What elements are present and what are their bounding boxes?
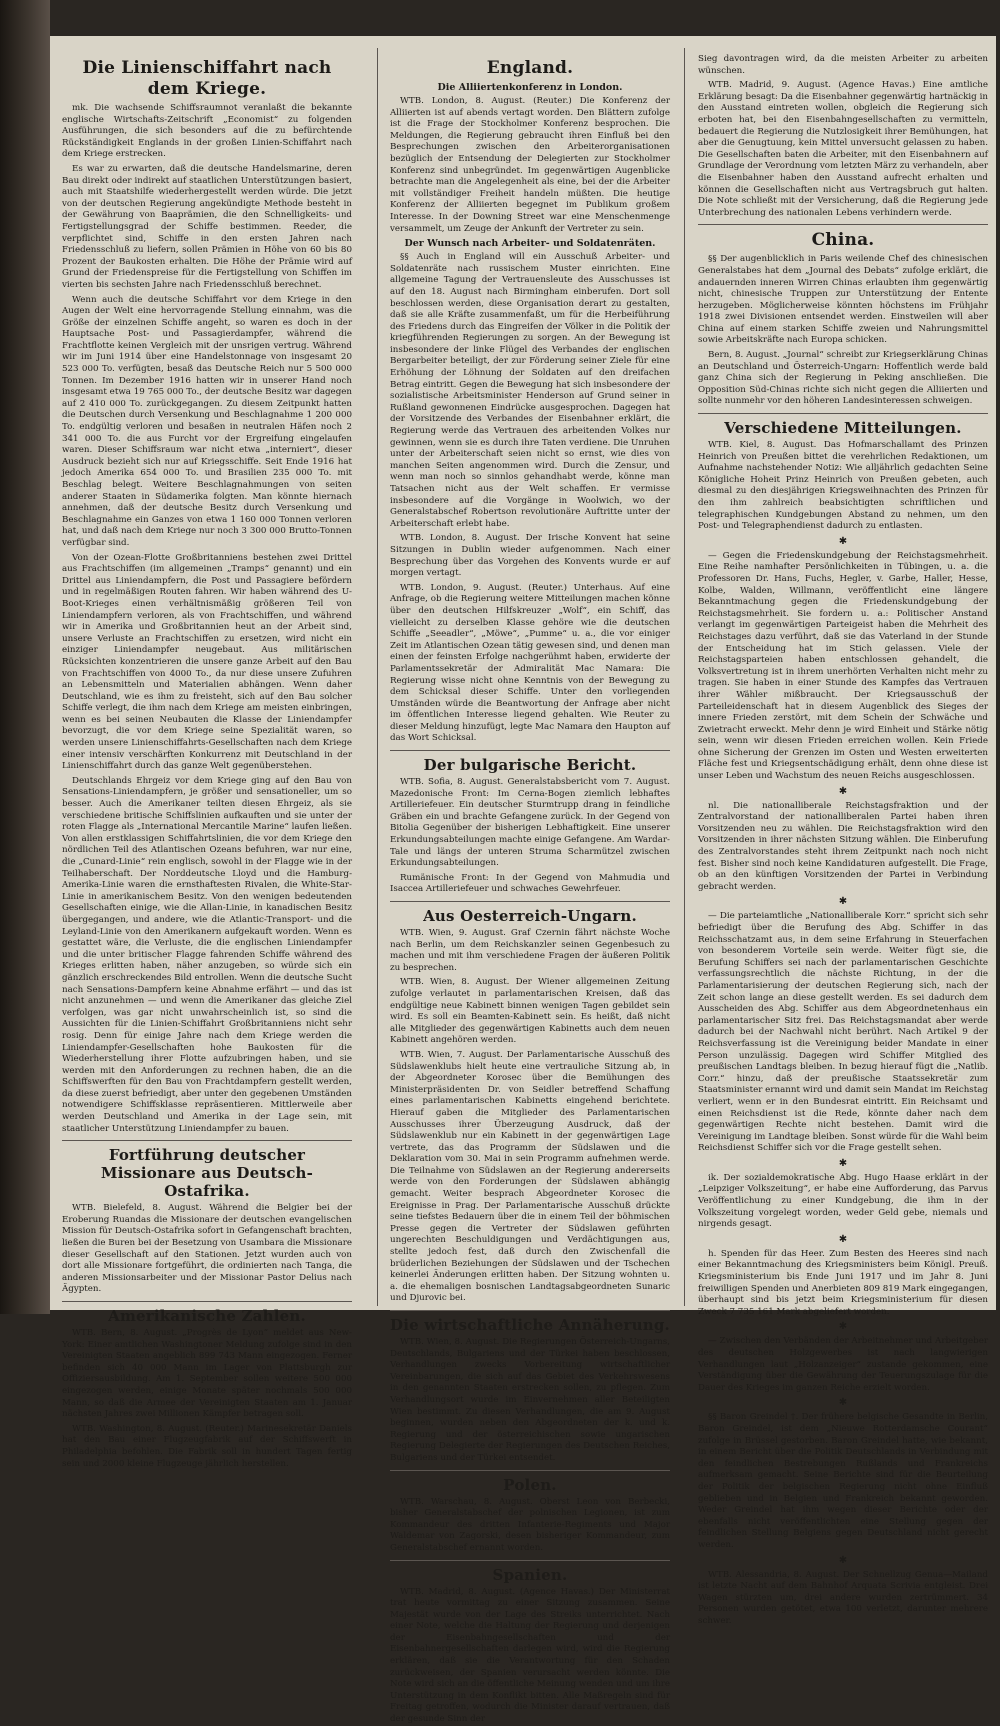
- asterisk-separator: ✱: [838, 1233, 848, 1245]
- article-headline: Verschiedene Mitteilungen.: [724, 419, 962, 438]
- article-paragraph: — Die parteiamtliche „Nationalliberale Korr.“ spricht sich sehr befriedigt über die Berufung des Abg. Schiffer in das Reichsschatzamt aus, in dem seine Erfahrung in Steuerfachen von besonderem Vorteile sein werde. Weiter fügt sie, die Berufung Schiffers sei nach der parlamentarischen Geschichte verfassungsrechtlich die nächste Richtung, in der die Parlamentarisierung der deutschen Regierung sich, nach der Zeit schon lange an diese gestellt werden. Es sei dadurch dem Ausscheiden des Abg. Schiffer aus dem Abgeordnetenhaus ein parlamentarischer Sitz frei. Das Reichstagsmandat aber werde dadurch bei der Nachwahl nicht berührt. Nach Artikel 9 der Reichsverfassung ist die Vereinigung beider Mandate in einer Person unzulässig. Dagegen wird Schiffer Mitglied des preußischen Landtags bleiben. In bezug hierauf fügt die „Natlib. Corr.“ hinzu, daß der preußische Staatssekretär zum Staatsminister ernannt wird und damit sein Mandat im Reichstag verliert, wenn er in den Bundesrat eintritt. Ein Reichsamt und einen Reichsdienst ist die Rede, könnte daher nach dem gegenwärtigen Rechte nicht bestehen. Damit wird die Vereinigung im Landtage bleiben. Sonst würde für die Wahl beim Reichsdienst Schiffer sich vor die Frage gestellt sehen.: [698, 911, 988, 1154]
- article-headline: Polen.: [503, 1475, 557, 1494]
- column-2: [390, 54, 670, 1725]
- article-paragraph: WTB. Madrid, 9. August. (Agence Havas.) Eine amtliche Erklärung besagt: Da die Eisenbahner gegenwärtig hartnäckig in den Ausstand eintreten wollen, obgleich die Regierung sich erboten hat, bei den Eisenbahngesellschaften zu vermitteln, bedauert die Regierung die Nutzlosigkeit ihrer Bemühungen, hat aber die Genugtuung, kein Mittel unversucht gelassen zu haben. Die Gesellschaften baten die Arbeiter, mit den Eisenbahnern auf Grundlage der Verordnung vom letzten März zu verhandeln, aber die Eisenbahner haben den Ausstand aufrecht erhalten und können die Gesellschaften nicht aus Vertragsbruch gut halten. Die Note schließt mit der Versicherung, daß die Regierung jede Unterbrechung des nationalen Lebens verhindern werde.: [698, 80, 988, 218]
- divider: [390, 1310, 670, 1311]
- article-paragraph: Sieg davontragen wird, da die meisten Arbeiter zu arbeiten wünschen.: [698, 54, 988, 76]
- article-paragraph: WTB. Wien, 7. August. Der Parlamentarische Ausschuß des Südslawenklubs hielt heute eine vertrauliche Sitzung ab, in der Abgeordneter Korosec über die Bemühungen des Ministerpräsidenten Dr. von Seidler betreffend Schaffung eines parlamentarischen Kabinetts eingehend berichtete. Hierauf gaben die Mitglieder des Parlamentarischen Ausschusses ihrer Überzeugung Ausdruck, daß der Südslawenklub nur ein Kabinett in der gegenwärtigen Lage vertrete, das das Programm der Südslawen und die Deklaration vom 30. Mai in sein Programm aufnehmen werde. Die Teilnahme von Südslawen an der Regierung andererseits werde von den Forderungen der Südslawen abhängig gemacht. Weiter besprach Abgeordneter Korosec die Ereignisse in Prag. Der Parlamentarische Ausschuß drückte seine tiefstes Bedauern über die in einem Teil der böhmischen Presse gegen die Vertreter der Südslawen geführten ungerechten Beschuldigungen und Verdächtigungen aus, stellte jedoch fest, daß durch den Zwischenfall die brüderlichen Beziehungen der Südslawen und der Tschechen keinerlei Änderungen erlitten haben. Der Sitzung wohnten u. a. die ehemaligen bosnischen Landtagsabgeordneten Sunaric und Djurovic bei.: [390, 1049, 670, 1304]
- column-3: [698, 54, 988, 1626]
- article-headline: China.: [811, 230, 875, 251]
- article-paragraph: WTB. Sofia, 8. August. Generalstabsbericht vom 7. August. Mazedonische Front: Im Cerna-Bogen ziemlich lebhaftes Artilleriefeuer. Ein deutscher Sturmtrupp drang in feindliche Gräben ein und brachte Gefangene zurück. In der Gegend von Bitolia Gegenüber der bisherigen Lebhaftigkeit. Eine unserer Erkundungsabteilungen machte einige Gefangene. Am Wardar-Tale und längs der unteren Struma Scharmützel zwischen Erkundungsabteilungen.: [390, 777, 670, 869]
- article-paragraph: §§ Der augenblicklich in Paris weilende Chef des chinesischen Generalstabes hat dem „Journal des Debats“ zufolge erklärt, die andauernden inneren Wirren Chinas erlaubten ihm gegenwärtig nicht, chinesische Truppen zur Unterstützung der Entente herzugeben. Möglicherweise könnten höchstens im Frühjahr 1918 zwei Divisionen entsendet werden. Einstweilen will aber China auf einem starken Schiffe zweien und Nahrungsmittel sowie Arbeitskräfte nach Europa schicken.: [698, 254, 988, 346]
- article-paragraph: ik. Der sozialdemokratische Abg. Hugo Haase erklärt in der „Leipziger Volkszeitung“, er habe eine Aufforderung, das Parvus Veröffentlichung zu einer Kundgebung, die ihm in der Volkszeitung vorgelegt worden, weder Geld gebe, niemals und nirgends gesagt.: [698, 1172, 988, 1230]
- divider: [390, 1560, 670, 1561]
- divider: [390, 750, 670, 751]
- article-headline: Aus Oesterreich-Ungarn.: [423, 907, 637, 925]
- article-paragraph: Von der Ozean-Flotte Großbritanniens bestehen zwei Drittel aus Frachtschiffen (im allgemeinen „Tramps“ genannt) und ein Drittel aus Liniendampfern, die Post und Passagiere befördern und in regelmäßigen Routen fahren. Wir haben während des U-Boot-Krieges einen verhältnismäßig größeren Teil von Liniendampfern verloren, als von Frachtschiffen, und während wir in Amerika und Großbritannien heut an der Arbeit sind, unsere Verluste an Frachtschiffen zu ersetzen, wird nicht ein einziger Liniendampfer neugebaut. Aus militärischen Rücksichten konzentrieren die unsere ganze Arbeit auf den Bau von Frachtschiffen von 4000 To., da nur diese unsere Zufuhren an Lebensmitteln und Materialien abhängen. Wenn daher Deutschland, wie es ihm zu freisteht, sich auf den Bau solcher Schiffe verlegt, die ihm nach dem Kriege am meisten einbringen, wenn es bei seinen Neubauten die Klasse der Liniendampfer bevorzugt, die vor dem Kriege seine Spezialität waren, so werden unsere Linienschiffahrts-Gesellschaften nach dem Kriege einer intensiv verschärften Konkurrenz mit Deutschland in der Linienschiffahrt durch das ganze Welt gegenüberstehen.: [62, 552, 352, 772]
- asterisk-separator: ✱: [838, 1397, 848, 1409]
- divider: [698, 413, 988, 414]
- article-paragraph: WTB. Bielefeld, 8. August. Während die Belgier bei der Eroberung Ruandas die Missionare der deutschen evangelischen Mission für Deutsch-Ostafrika sofort in Gefangenschaft brachten, ließen die Buren bei der Besetzung von Usambara die Missionare dieser Gesellschaft auf den Stationen. Jetzt wurden auch von dort alle Missionare fortgeführt, die ordinierten nach Tanga, die anderen Missionsarbeiter und der Missionar Pastor Delius nach Ägypten.: [62, 1203, 352, 1295]
- article-subheadline: Die Alliiertenkonferenz in London.: [437, 82, 623, 93]
- article-headline: Die wirtschaftliche Annäherung.: [390, 1316, 670, 1334]
- asterisk-separator: ✱: [838, 535, 848, 547]
- book-binding: [0, 0, 50, 1314]
- article-paragraph: WTB. Alessandria, 8. August. Der Schnellzug Genua—Mailand ist letzte Nacht auf dem Bahnhof Arquata Scrivia entgleist. Drei Wagen stürzten um, drei andere wurden zertrümmert. 34 Personen wurden getötet, etwa 100 verletzt, darunter mehrere schwer.: [698, 1569, 988, 1626]
- article-paragraph: WTB. Bern, 8. August. „Progrès de Lyon“ meldet aus New-York: Einer amtlichen Washingtoner Meldung zufolge sind in den Vereinigten Staaten angeblich 899 743 Mann eingezogen. Ferner befinden sich 40 000 Mann im Lager von Plattsburgh zur Offiziersausbildung. Am 1. September sollen weitere 500 000 eingezogen werden, einige Monate später nochmals 500 000 Mann, so daß die Armee der Vereinigten Staaten am 1. Januar nächsten Jahres zwei Millionen Kämpfer betragen soll.: [62, 1328, 352, 1420]
- article-paragraph: WTB. Madrid, 8. August. (Agence Havas.) Der Ministerrat trat heute vormittag zu einer Sitzung zusammen. Seine Majestät wurde von der Lage des Streiks unterrichtet. Nach einer Note, welche die Haltung der Regierung und derjenigen der Eisenbahngesellschaften und der Eisenbahnergesellschaften darlegen wird, wird die Regierung erklären, daß sie die Verantwortung für den Schaden zurückweisen, der Spanien verursacht werden könnte. Die Note wird sich an die öffentliche Meinung wenden und um ihre Unterstützung in dem Konflikt bitten. Alle Maßregeln sind für Freitag getroffen, wodurch die Minister darauf vertrauen, daß der gesunde Sinn der: [390, 1586, 670, 1725]
- divider: [390, 1470, 670, 1471]
- divider: [62, 1301, 352, 1302]
- article-paragraph: Deutschlands Ehrgeiz vor dem Kriege ging auf den Bau von Sensations-Liniendampfern, je größer und sensationeller, um so besser. Auch die Amerikaner teilten diesen Ehrgeiz, als sie verschiedene britische Schiffslinien aufkauften und sie unter der roten Flagge als „International Mercantile Marine“ laufen ließen. Von allen erstklassigen Schiffahrtslinien, die vor dem Kriege den nördlichen Teil des Atlantischen Ozeans befuhren, war nur eine, die „Cunard-Linie“ rein englisch, sowohl in der Flagge wie in der Teilhaberschaft. Der Norddeutsche Lloyd und die Hamburg-Amerika-Linie waren die ernsthaftesten Rivalen, die White-Star-Linie in amerikanischem Besitz. Von den wenigen bedeutenden Gesellschaften einige, wie die Allan-Linie, in kanadischen Besitz übergegangen, und andere, wie die Atlantic-Transport- und die Leyland-Linie von den Amerikanern aufgekauft worden. Wenn es gestattet wäre, die Verluste, die die englischen Liniendampfer und die unter britischer Flagge fahrenden Schiffe während des Krieges erlitten haben, näher anzugeben, so würde sich ein gänzlich erschreckendes Bild entrollen. Wenn die deutsche Sucht nach Sensations-Dampfern keine Abnahme erfährt — und das ist nicht anzunehmen — und wenn die Amerikaner das gleiche Ziel verfolgen, was gar nicht unwahrscheinlich ist, so sind die Aussichten für die Linien-Schiffahrt Großbritanniens nicht sehr rosig. Denn für einige Jahre nach dem Kriege werden die Liniendampfer-Gesellschaften hohe Baukosten für die Wiederherstellung ihrer Flotte aufzubringen haben, und sie werden mit den Anforderungen zu rechnen haben, die an die Schiffswerften für den Bau von Frachtdampfern gestellt werden, da diese zuerst befriedigt, aber unter den gegebenen Umständen notwendigere Schiffsklasse repräsentieren. Mittlerweile aber werden Deutschland und Amerika in der Lage sein, mit staatlicher Unterstützung Liniendampfer zu bauen.: [62, 775, 352, 1134]
- asterisk-separator: ✱: [838, 1157, 848, 1169]
- article-paragraph: WTB. London, 8. August. (Reuter.) Die Konferenz der Alliierten ist auf abends vertagt worden. Den Blättern zufolge ist die Frage der Stockholmer Konferenz besprochen. Die Meldungen, die Regierung gebraucht ihren Einfluß bei den Besprechungen zwischen den Arbeiterorganisationen bezüglich der Entsendung der Delegierten zur Stockholmer Konferenz sind unbegründet. Im gegenwärtigen Augenblicke betrachte man die Angelegenheit als eine, bei der die Arbeiter mit vollständiger Freiheit handeln müßten. Die heutige Konferenz der Alliierten begegnet im Publikum großem Interesse. In der Downing Street war eine Menschenmenge versammelt, um Zeuge der Ankunft der Vertreter zu sein.: [390, 96, 670, 234]
- asterisk-separator: ✱: [838, 785, 848, 797]
- divider: [62, 1140, 352, 1141]
- article-paragraph: mk. Die wachsende Schiffsraumnot veranlaßt die bekannte englische Wirtschafts-Zeitschrift „Economist“ zu folgenden Ausführungen, die sich besonders auf die zu befürchtende Rückständigkeit Englands in der großen Linien-Schiffahrt nach dem Kriege erstrecken.: [62, 103, 352, 160]
- article-headline: Fortführung deutscher Missionare aus Deutsch-Ostafrika.: [100, 1146, 314, 1201]
- article-paragraph: WTB. Kiel, 8. August. Das Hofmarschallamt des Prinzen Heinrich von Preußen bittet die verehrlichen Redaktionen, um Aufnahme nachstehender Notiz: Wie alljährlich gedachten Seine Königliche Hoheit Prinz Heinrich von Preußen gebeten, auch diesmal zu den diesjährigen Kriegsweihnachten des Prinzen für den ihm zahlreich beabsichtigten schriftlichen und telegraphischen Kundgebungen Abstand zu nehmen, um den Post- und Telegraphendienst dadurch zu entlasten.: [698, 440, 988, 532]
- article-paragraph: WTB. Washington, 8. August. (Reuter.) Marinesekretär Daniels hat den Bau einer Flugzeugfabrik auf der Schiffswerft in Philadelphia befohlen. Die Fabrik soll in hundert Tagen fertig sein und 2000 kleine Flugzeuge jährlich herstellen.: [62, 1423, 352, 1469]
- column-1: [62, 54, 352, 1469]
- asterisk-separator: ✱: [838, 1554, 848, 1566]
- article-paragraph: nl. Die nationalliberale Reichstagsfraktion und der Zentralvorstand der nationalliberalen Partei haben ihren Vorsitzenden neu zu wählen. Die Reichstagsfraktion wird den Vorsitzenden in ihrer nächsten Sitzung wählen. Die Einberufung des Zentralvorstandes steht ihrem Zeitpunkt nach noch nicht fest. Bisher sind noch keine Kandidaturen aufgestellt. Die Frage, ob an den künftigen Vorsitzenden der Partei in Verbindung gebracht werden.: [698, 800, 988, 892]
- article-headline: Spanien.: [492, 1565, 568, 1584]
- asterisk-separator: ✱: [838, 896, 848, 908]
- article-paragraph: WTB. Wien, 9. August. Graf Czernin fährt nächste Woche nach Berlin, um dem Reichskanzler seinen Gegenbesuch zu machen und mit ihm verschiedene Fragen der äußeren Politik zu besprechen.: [390, 928, 670, 973]
- article-paragraph: WTB. Warschau, 8. August. Oberst Leon von Berbecki, bisher Generalstabschef der polnischen Legionen, ist zum Kommandeur des dritten Infanterie-Regiments und Major Waldemar von Zagorski, desen bisheriger Kommandeur, zum Generalstabschef ernannt worden.: [390, 1496, 670, 1553]
- article-paragraph: WTB. Wien, 8. August. Die Regierungen Österreich-Ungarns, Deutschlands, Bulgariens und der Türkei haben beschlossen, Verhandlungen zwecks Vorbereitung wirtschaftlicher Vereinbarungen, die sich auf das Gebiet des Verkehrswesens in den genannten Staaten erstrecken sollen, zu pflegen. Zum Verhandlungsort wurde im Einvernehmen aller Beteiligten Wien bestimmt. Zu diesen Verhandlungen, die am 9. August beginnen, wurden neben den Abgeordneten der k. und k. Regierung und der österreichischen sowie ungarischen Regierung Delegierte der Regierungen des Deutschen Reiches, Bulgariens und der Türkei entsendet.: [390, 1337, 670, 1463]
- article-headline: Die Linienschiffahrt nach dem Kriege.: [82, 58, 332, 99]
- article-paragraph: §§ Baron Greindel †. Der frühere belgische Gesandte in Berlin, Baron Greindel, ist dem „Nieuwe Rotterdamsche Courant“ zufolge in Brüssel gestorben. Baron Greindel hatte, wie bekannt, in einem Bericht über die Politik Deutschlands in Verbindung mit den feindlichen Bestrebungen Rußlands und Frankreichs aufmerksam gemacht. Seine Berichte sind für die Beurteilung der Politik der belgischen Regierung nicht ohne Einfluß geblieben und in Belgien und Frankreich bekannt geworden. Weder Greindel hat ihm wegen dieser Berichte oder der ebenfalls nicht veröffentlichten eine Stellung gegen der feindlichen Stellung Belgiens gegen Deutschland nicht gerecht werden.: [698, 1412, 988, 1550]
- article-paragraph: — Gegen die Friedenskundgebung der Reichstagsmehrheit. Eine Reihe namhafter Persönlichkeiten in Tübingen, u. a. die Professoren Dr. Hans, Fuchs, Hegler, v. Garbe, Haller, Hesse, Kolbe, Walden, Willmann, veröffentlicht eine längere Bekanntmachung gegen die Friedenskundgebung der Reichstagsmehrheit. Sie fordern u. a.: Politischer Anstand verlangt im gegenwärtigen Parteigeist haben die Mehrheit des Reichstages dazu verführt, daß sie das Vaterland in der Stunde der Entscheidung hat im Stich gelassen. Viele der Reichstagsparteien haben entschlossen gehandelt, die Volksvertretung ist in ihrem unerhörten Verhalten nicht mehr zu tragen. Sie haben in einer Stunde des Kampfes das Vertrauen ihrer Wähler mißbraucht. Der Kriegsausschuß der Parteileidenschaft hat in diesem Augenblick des Sieges der innere Frieden zerstört, mit dem Schein der Schwäche und Zwietracht erweckt. Mehr denn je wird Einheit und Stärke nötig sein, wenn wir diesen Frieden erreichen wollen. Kein Friede ohne Sicherung der Grenzen im Osten und Westen erweiterten Fläche fest und Kriegsentschädigung erhält, denn ohne diese ist unser Leben und Wachstum des neuen Reichs ausgeschlossen.: [698, 550, 988, 782]
- article-subheadline: Der Wunsch nach Arbeiter- und Soldatenräten.: [404, 238, 656, 250]
- newspaper-page: [50, 36, 996, 1725]
- divider: [698, 224, 988, 225]
- article-paragraph: Rumänische Front: In der Gegend von Mahmudia und Isaccea Artilleriefeuer und schwaches Gewehrfeuer.: [390, 872, 670, 895]
- article-paragraph: Bern, 8. August. „Journal“ schreibt zur Kriegserklärung Chinas an Deutschland und Österreich-Ungarn: Hoffentlich werde bald ganz China sich der Regierung in Peking anschließen. Die Opposition Süd-Chinas richte sich nicht gegen die Alliierten und sollte nunmehr vor den höheren Landesinteressen schweigen.: [698, 350, 988, 407]
- article-headline: Der bulgarische Bericht.: [423, 756, 637, 775]
- article-paragraph: §§ Auch in England will ein Ausschuß Arbeiter- und Soldatenräte nach russischem Muster einrichten. Eine allgemeine Tagung der Vertrauensleute des Ausschusses ist auf den 18. August nach Birmingham einberufen. Dort soll beschlossen werden, diese Organisation derart zu gestalten, daß sie alle Kräfte zusammenfaßt, um für die Herbeiführung des Friedens durch das Eingreifen der Völker in die Politik der kriegführenden Regierungen zu sorgen. An der Bewegung ist insbesondere der linke Flügel des Verbandes der englischen Bergarbeiter beteiligt, der zur Förderung seiner Ziele für eine Erhöhung der Löhnung der Soldaten auf den dreifachen Betrag eintritt. Gegen die Bewegung hat sich insbesondere der sozialistische Arbeitsminister Henderson auf Grund seiner in Rußland gewonnenen Eindrücke ausgesprochen. Dagegen hat der Vorsitzende des Verbandes der Eisenbahner erklärt, die Regierung werde das Vertrauen des arbeitenden Volkes nur gewinnen, wenn sie es durch ihre Taten verdiene. Die Unruhen unter der Arbeiterschaft seien nicht so ernst, wie dies von manchen Seiten angenommen wird. Durch die Zensur, und wenn man noch so sinnlos gehandhabt werde, könne man Tatsachen nicht aus der Welt schaffen. Er vermisse insbesondere auf die Vorgänge in Woolwich, wo der Generalstabschef Robertson revolutionäre Auftritte unter der Arbeiterschaft erlebt habe.: [390, 252, 670, 529]
- column-rule: [377, 48, 378, 1306]
- article-paragraph: WTB. London, 9. August. (Reuter.) Unterhaus. Auf eine Anfrage, ob die Regierung weitere Mitteilungen machen könne über den deutschen Hilfskreuzer „Wolf“, ein Schiff, das vielleicht zu derselben Klasse gehöre wie die deutschen Schiffe „Seeadler“, „Möwe“, „Pumme“ u. a., die vor einiger Zeit im Atlantischen Ozean tätig gewesen sind, und denen man einen der feinsten Erfolge nachgerühmt haben, erwiderte der Parlamentssekretär der Admiralität Mac Namara: Die Regierung wisse nicht ohne Kenntnis von der Bewegung zu dem Schicksal dieser Schiffe. Unter den vorliegenden Umständen würde die Beantwortung der Anfrage aber nicht im öffentlichen Interesse liegend gehalten. Wie Reuter zu dieser Meldung hinzufügt, legte Mac Namara den Haupton auf das Wort Schicksal.: [390, 582, 670, 744]
- article-paragraph: WTB. Wien, 8. August. Der Wiener allgemeinen Zeitung zufolge verlautet in parlamentarischen Kreisen, daß das endgültige neue Kabinett binnen wenigen Tagen gebildet sein wird. Es soll ein Beamten-Kabinett sein. Es heißt, daß nicht alle Mitglieder des gegenwärtigen Kabinetts auch dem neuen Kabinett angehören werden.: [390, 977, 670, 1046]
- asterisk-separator: ✱: [838, 1321, 848, 1333]
- article-headline: Amerikanische Zahlen.: [108, 1307, 306, 1325]
- article-paragraph: Es war zu erwarten, daß die deutsche Handelsmarine, deren Bau direkt oder indirekt auf staatlichen Unterstützungen basiert, auch mit Staatshilfe wiederhergestellt werden würde. Die jetzt von der deutschen Regierung angekündigte Methode besteht in der Gewährung von Baaprämien, die den Schnelligkeits- und Fertigstellungsgrad der Schiffe bestimmen. Reeder, die verpflichtet sind, Schiffe in den ersten Jahren nach Friedensschluß zu liefern, sollen Prämien in Höhe von 60 bis 80 Prozent der Baukosten erhalten. Die Höhe der Prämie wird auf Grund der Friedenspreise für die Fertigstellung von Schiffen im vierten bis sechsten Jahre nach Friedensschluß berechnet.: [62, 163, 352, 290]
- article-paragraph: h. Spenden für das Heer. Zum Besten des Heeres sind nach einer Bekanntmachung des Kriegsministers beim Königl. Preuß. Kriegsministerium bis Ende Juni 1917 und im Jahr 8. Juni freiwilligen Spenden und Anerbieten 809 819 Mark eingegangen, überhaupt sind bis jetzt beim Kriegsministerium für diesen Zweck 7 735 161 Mark abgeliefert worden.: [698, 1248, 988, 1317]
- article-paragraph: — Zwischen den Verbänden der Arbeitnehmer und Arbeitgeber des deutschen Holzgewerbes ist nach langwierigen Verhandlungen laut „Holzanzeiger“ zustande gekommen, eine Verständigung über die Gewährung der Teuerungszulage für die Dauer des Krieges im ganzen Reiche erzielt worden.: [698, 1336, 988, 1393]
- article-headline: England.: [486, 58, 574, 78]
- article-paragraph: Wenn auch die deutsche Schiffahrt vor dem Kriege in den Augen der Welt eine hervorragende Stellung einnahm, was die Größe der einzelnen Schiffe angeht, so waren es doch in der Hauptsache Post- und Passagierdampfer, während die Frachtflotte keinen Vergleich mit der unsrigen vertrug. Während wir im Juni 1914 über eine Handelstonnage von insgesamt 20 523 000 To. verfügten, besaß das Deutsche Reich nur 5 500 000 Tonnen. Im Dezember 1916 hatten wir in unserer Hand noch insgesamt etwa 19 765 000 To., der deutsche Besitz war dagegen auf 2 410 000 To. zurückgegangen. Zu diesem Zeitpunkt hatten die Deutschen durch Versenkung und Beschlagnahme 1 200 000 To. endgültig verloren und besaßen in neutralen Häfen noch 2 341 000 To. die aus Furcht vor der Ergreifung eingelaufen waren. Dieser Schiffsraum war nicht etwa „interniert“, dieser Ausdruck bezieht sich nur auf Kriegsschiffe. Seit Ende 1916 hat jedoch Amerika 654 000 To. und Brasilien 235 000 To. mit Beschlag belegt. Weitere Beschlagnahmungen von seiten anderer Staaten in Südamerika folgten. Man könnte hiernach annehmen, daß der deutsche Besitz durch Versenkung und Beschlagnahme ein Ganzes von etwa 1 160 000 Tonnen verloren hat, und daß nach dem Kriege nur noch 3 300 000 Brutto-Tonnen verfügbar sind.: [62, 294, 352, 548]
- article-paragraph: WTB. London, 8. August. Der Irische Konvent hat seine Sitzungen in Dublin wieder aufgenommen. Nach einer Besprechung über das Vorgehen des Konvents wurde er auf morgen vertagt.: [390, 533, 670, 579]
- divider: [390, 901, 670, 902]
- column-rule: [684, 48, 685, 1306]
